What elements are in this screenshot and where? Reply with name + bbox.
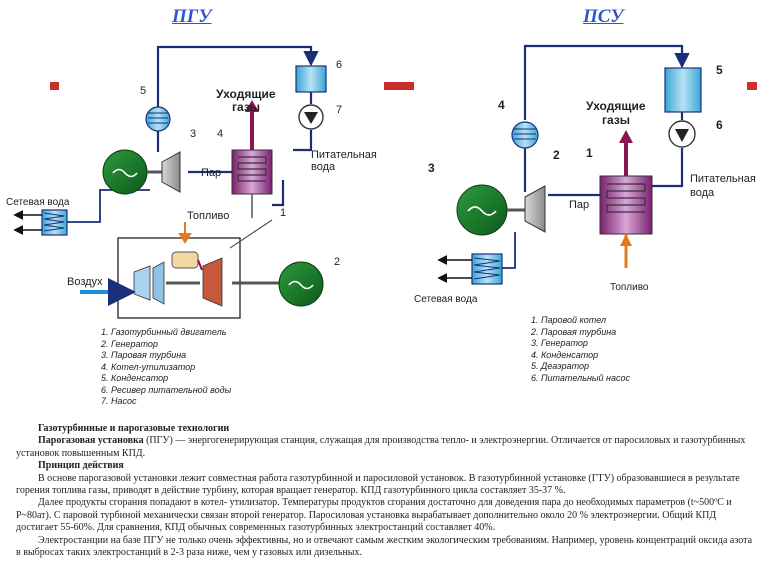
legend-item: 7. Насос <box>101 396 137 406</box>
legend-item: 5. Деаэратор <box>531 361 589 371</box>
pgu-air-label: Воздух <box>67 276 103 288</box>
psu-number-1: 1 <box>586 146 593 160</box>
pgu-fuel-label: Топливо <box>187 210 230 222</box>
legend-item: 5. Конденсатор <box>101 373 169 383</box>
pgu-legend <box>101 327 231 408</box>
psu-steam-turbine-icon <box>525 186 545 232</box>
title-psu: ПСУ <box>583 6 624 27</box>
pgu-exhaust-label-2: газы <box>232 100 261 114</box>
principle-heading: Принцип действия <box>38 460 124 472</box>
legend-item: 4. Конденсатор <box>531 349 599 360</box>
psu-feedwater-label-1: Питательная <box>690 173 756 185</box>
pgu-number-5: 5 <box>140 85 147 97</box>
pgu-number-6: 6 <box>336 59 343 71</box>
psu-network-water <box>440 232 515 284</box>
paragraph-2: Далее продукты сгорания попадают в котел- утилизатор. Температуры продуктов сгорания достаточно для доведения пара до необходимых параметров (t~500ºС и Р~80ат). С паровой турбиной механически связан второй генератор. Паросиловая установка вырабатывает дополнительно около 20 % электроэнергии. Общий КПД достигает 55-60%. Для сравнения, КПД обычных современных газотурбинных электростанций составляет 40%. <box>16 497 732 534</box>
pgu-number-4: 4 <box>217 128 224 140</box>
description-heading: Газотурбинные и парогазовые технологии <box>38 423 230 434</box>
legend-item: 2. Паровая турбина <box>531 326 617 337</box>
legend-item: 1. Паровой котел <box>531 315 607 325</box>
legend-item: 4. Котел-утилизатор <box>101 361 196 372</box>
psu-generator-icon <box>457 185 525 235</box>
psu-labels <box>414 63 756 305</box>
pgu-network-water-label: Сетевая вода <box>6 197 70 208</box>
pgu-number-3: 3 <box>190 128 197 140</box>
psu-number-4: 4 <box>498 98 505 112</box>
description-text <box>16 423 756 559</box>
psu-fuel-label: Топливо <box>610 282 649 293</box>
psu-exhaust-label-1: Уходящие <box>586 99 646 113</box>
psu-boiler-icon <box>600 130 652 268</box>
pgu-exhaust-label-1: Уходящие <box>216 87 276 101</box>
paragraph-3: Электростанции на базе ПГУ не только очень эффективны, но и отвечают самым жестким экологическим требованиям. Например, уровень концентраций оксида азота в выбросах таких электростанций в 2-3 раза ниже, чем у газовых или дизельных. <box>16 534 753 559</box>
psu-deaerator-icon <box>665 68 701 112</box>
pgu-feedwater-label-2: вода <box>311 161 336 173</box>
title-pgu: ПГУ <box>172 6 212 27</box>
definition-term: Парогазовая установка <box>38 435 144 447</box>
legend-item: 2. Генератор <box>101 338 158 349</box>
psu-steam-label: Пар <box>569 199 590 211</box>
legend-item: 3. Паровая турбина <box>101 350 187 360</box>
psu-number-2: 2 <box>553 148 560 162</box>
legend-item: 6. Питательный насос <box>531 372 630 383</box>
paragraph-1: В основе парогазовой установки лежит совместная работа газотурбинной и паросиловой установок. В газотурбинной установке (ГТУ) образовавшиеся в результате горения топлива газы, приводят в действие турбину, которая вращает генератор. КПД газотурбинного цикла составляет 35-37 %. <box>16 472 740 497</box>
psu-condenser-icon <box>512 122 538 148</box>
pgu-number-1: 1 <box>280 207 287 219</box>
psu-feedwater-label-2: вода <box>690 187 715 199</box>
pgu-number-2: 2 <box>334 256 341 268</box>
pgu-steam-label: Пар <box>201 167 222 179</box>
psu-exhaust-label-2: газы <box>602 113 631 127</box>
psu-legend <box>531 315 630 384</box>
psu-network-water-label: Сетевая вода <box>414 294 478 305</box>
psu-number-3: 3 <box>428 161 435 175</box>
pgu-feedwater-label-1: Питательная <box>311 149 377 161</box>
psu-pump-icon <box>669 121 695 147</box>
pgu-number-7: 7 <box>336 104 343 116</box>
definition-text: (ПГУ) — энергогенерирующая станция, служащая для производства тепло- и электроэнергии. Отличается от паросиловых и газотурбинных установок повышенным КПД. <box>16 435 746 459</box>
psu-number-5: 5 <box>716 63 723 77</box>
psu-number-6: 6 <box>716 118 723 132</box>
legend-item: 3. Генератор <box>531 338 588 348</box>
legend-item: 1. Газотурбинный двигатель <box>101 327 227 337</box>
legend-item: 6. Ресивер питательной воды <box>101 384 232 395</box>
